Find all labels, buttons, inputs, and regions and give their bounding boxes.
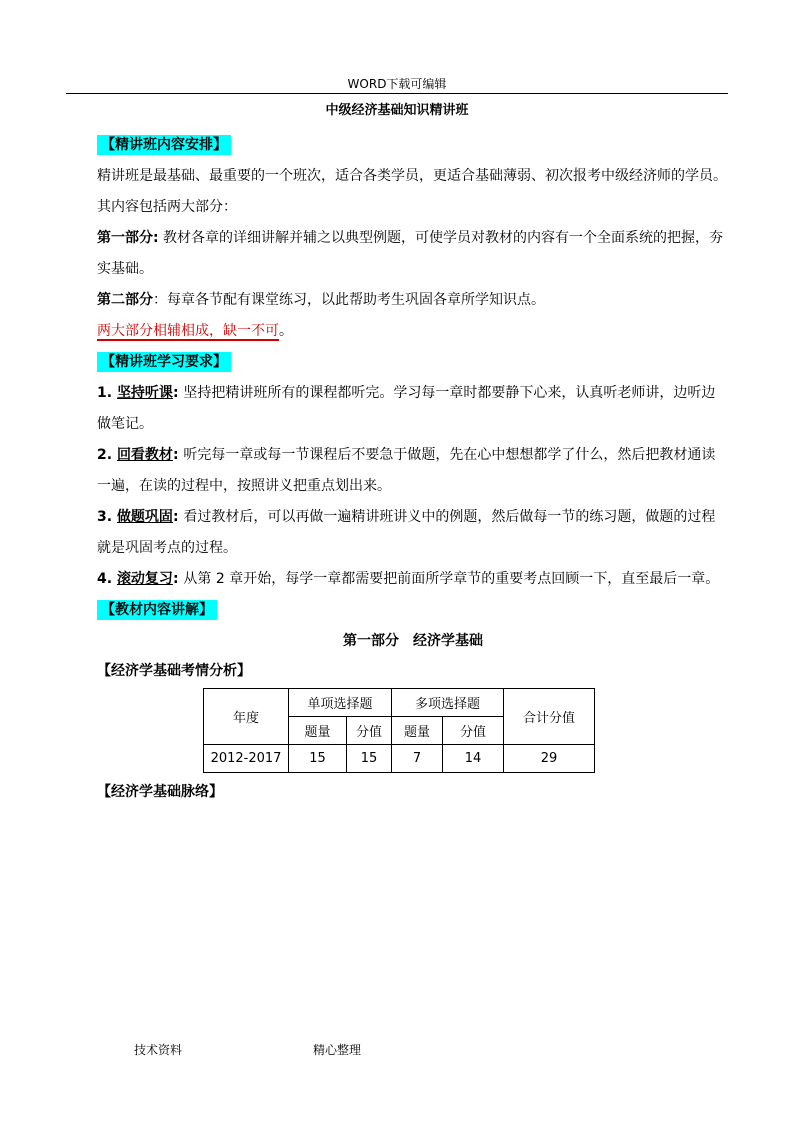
requirement-colon: :: [172, 571, 184, 587]
multi-count-cell: 7: [392, 745, 443, 773]
part1-text: 教材各章的详细讲解并辅之以典型例题，可使学员对教材的内容有一个全面系统的把握，夯实基础。: [97, 230, 724, 277]
emphasis-paragraph: [97, 316, 729, 347]
multi-score-cell: 14: [443, 745, 504, 773]
year-cell: 2012-2017: [204, 745, 289, 773]
requirement-label: 坚持听课: [116, 385, 173, 401]
requirement-text: 从第 2 章开始，每学一章都需要把前面所学章节的重要考点回顾一下，直至最后一章。: [183, 571, 720, 587]
requirement-number: 4.: [97, 571, 117, 587]
single-score-cell: 15: [347, 745, 392, 773]
part-title: 第一部分 经济学基础: [343, 633, 483, 649]
requirement-colon: :: [172, 447, 184, 463]
year-header: 年度: [204, 689, 289, 745]
intro-paragraph: [97, 161, 729, 223]
requirement-item: [97, 440, 729, 502]
exam-analysis-table: [203, 688, 595, 773]
network-heading: 【经济学基础脉络】: [97, 784, 223, 800]
requirement-item: [97, 378, 729, 440]
total-score-header: 合计分值: [504, 689, 595, 745]
single-choice-header: 单项选择题: [289, 689, 392, 717]
section-tag-requirements: 【精讲班学习要求】: [97, 352, 231, 372]
single-count-header: 题量: [289, 717, 347, 745]
table-row: [204, 745, 595, 773]
content-body: [97, 130, 729, 687]
part1-label: 第一部分:: [97, 230, 159, 246]
requirement-text: 看过教材后，可以再做一遍精讲班讲义中的例题，然后做每一节的练习题，做题的过程就是巩固考点的过程。: [97, 509, 716, 556]
page-header: WORD下载可编辑: [347, 77, 447, 91]
analysis-heading: 【经济学基础考情分析】: [97, 663, 251, 679]
multi-score-header: 分值: [443, 717, 504, 745]
header-rule: [66, 93, 728, 94]
single-score-header: 分值: [347, 717, 392, 745]
requirement-text: 坚持把精讲班所有的课程都听完。学习每一章时都要静下心来，认真听老师讲，边听边做笔记。: [97, 385, 716, 432]
part2-text: ：每章各节配有课堂练习，以此帮助考生巩固各章所学知识点。: [153, 292, 545, 308]
part2-paragraph: [97, 285, 729, 316]
footer-left: 技术资料: [134, 1043, 183, 1057]
emphasis-text: 两大部分相辅相成，缺一不可: [97, 323, 279, 339]
multi-choice-header: 多项选择题: [392, 689, 504, 717]
requirement-text: 听完每一章或每一节课程后不要急于做题，先在心中想想都学了什么，然后把教材通读一遍，在读的过程中，按照讲义把重点划出来。: [97, 447, 716, 494]
requirement-colon: :: [172, 509, 184, 525]
requirement-label: 滚动复习: [116, 571, 173, 587]
section-tag-arrangement: 【精讲班内容安排】: [97, 135, 231, 155]
requirement-label: 做题巩固: [116, 509, 173, 525]
requirement-item: [97, 564, 729, 595]
requirement-colon: :: [172, 385, 184, 401]
footer-right: 精心整理: [313, 1043, 362, 1057]
part2-label: 第二部分: [97, 292, 153, 308]
emphasis-end: 。: [279, 323, 293, 339]
single-count-cell: 15: [289, 745, 347, 773]
requirement-label: 回看教材: [116, 447, 173, 463]
requirement-number: 3.: [97, 509, 117, 525]
requirement-item: [97, 502, 729, 564]
section-tag-lecture: 【教材内容讲解】: [97, 600, 217, 620]
total-score-cell: 29: [504, 745, 595, 773]
intro-text: 精讲班是最基础、最重要的一个班次，适合各类学员，更适合基础薄弱、初次报考中级经济师的学员。其内容包括两大部分：: [97, 168, 727, 215]
multi-count-header: 题量: [392, 717, 443, 745]
requirement-number: 2.: [97, 447, 117, 463]
document-title: 中级经济基础知识精讲班: [325, 103, 469, 118]
requirement-number: 1.: [97, 385, 117, 401]
part1-paragraph: [97, 223, 729, 285]
